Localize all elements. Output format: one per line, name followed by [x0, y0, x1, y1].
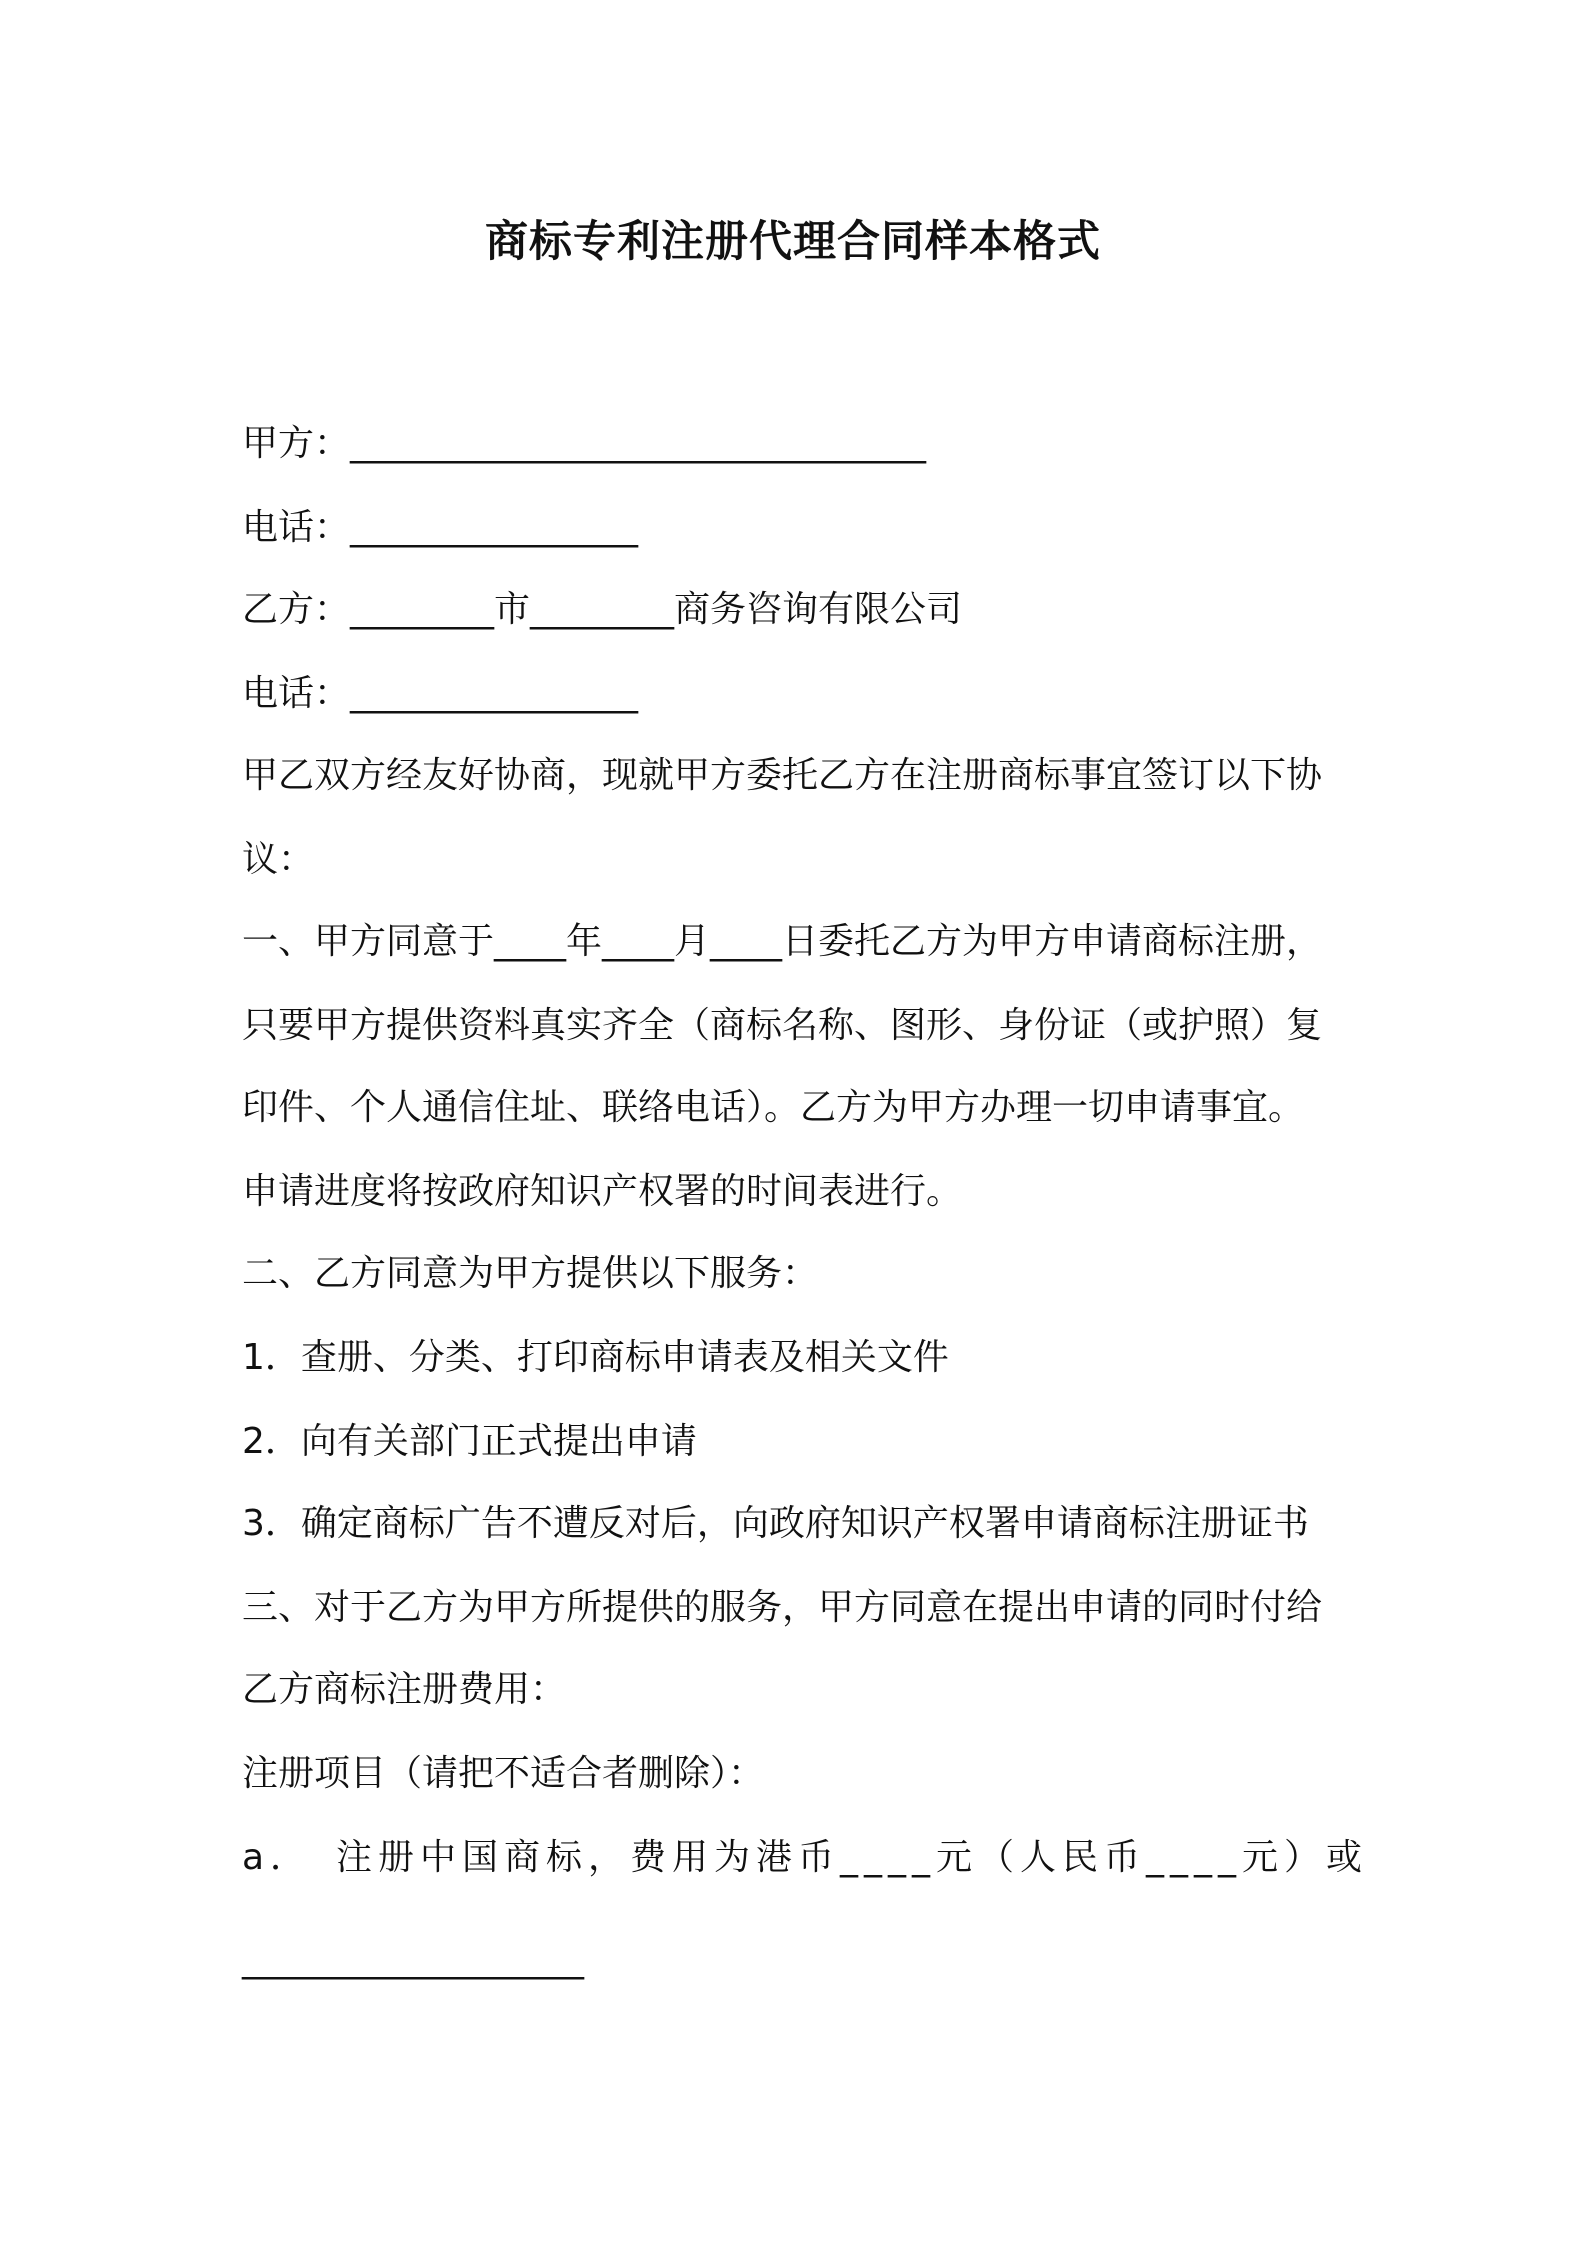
registration-items-heading: 注册项目（请把不适合者删除）：: [242, 1753, 765, 1794]
clause-3-line-2: 乙方商标注册费用：: [242, 1669, 567, 1710]
service-item-1: 1．查册、分类、打印商标申请表及相关文件: [242, 1337, 949, 1378]
party-a-line: 甲方：________________________________: [242, 423, 927, 464]
registration-item-a: a． 注册中国商标，费用为港币____元（人民币____元）或: [242, 1837, 1369, 1878]
clause-1-line-2: 只要甲方提供资料真实齐全（商标名称、图形、身份证（或护照）复: [242, 1005, 1323, 1046]
preamble-line-2: 议：: [242, 839, 315, 880]
party-a-phone-line: 电话：________________: [242, 507, 639, 548]
party-b-phone-line: 电话：________________: [242, 673, 639, 714]
clause-2-heading: 二、乙方同意为甲方提供以下服务：: [242, 1253, 819, 1294]
document-title: 商标专利注册代理合同样本格式: [485, 217, 1101, 267]
service-item-3: 3．确定商标广告不遭反对后，向政府知识产权署申请商标注册证书: [242, 1503, 1309, 1544]
clause-1-line-1: 一、甲方同意于____年____月____日委托乙方为甲方申请商标注册，: [242, 921, 1323, 962]
service-item-2: 2．向有关部门正式提出申请: [242, 1421, 697, 1462]
clause-1-line-3: 印件、个人通信住址、联络电话）。乙方为甲方办理一切申请事宜。: [242, 1087, 1305, 1128]
clause-3-line-1: 三、对于乙方为甲方所提供的服务，甲方同意在提出申请的同时付给: [242, 1587, 1323, 1628]
preamble-line-1: 甲乙双方经友好协商，现就甲方委托乙方在注册商标事宜签订以下协: [242, 755, 1323, 796]
registration-item-a-continuation: ___________________: [242, 1939, 584, 1980]
clause-1-line-4: 申请进度将按政府知识产权署的时间表进行。: [242, 1171, 963, 1212]
party-b-line: 乙方：________市________商务咨询有限公司: [242, 589, 963, 630]
